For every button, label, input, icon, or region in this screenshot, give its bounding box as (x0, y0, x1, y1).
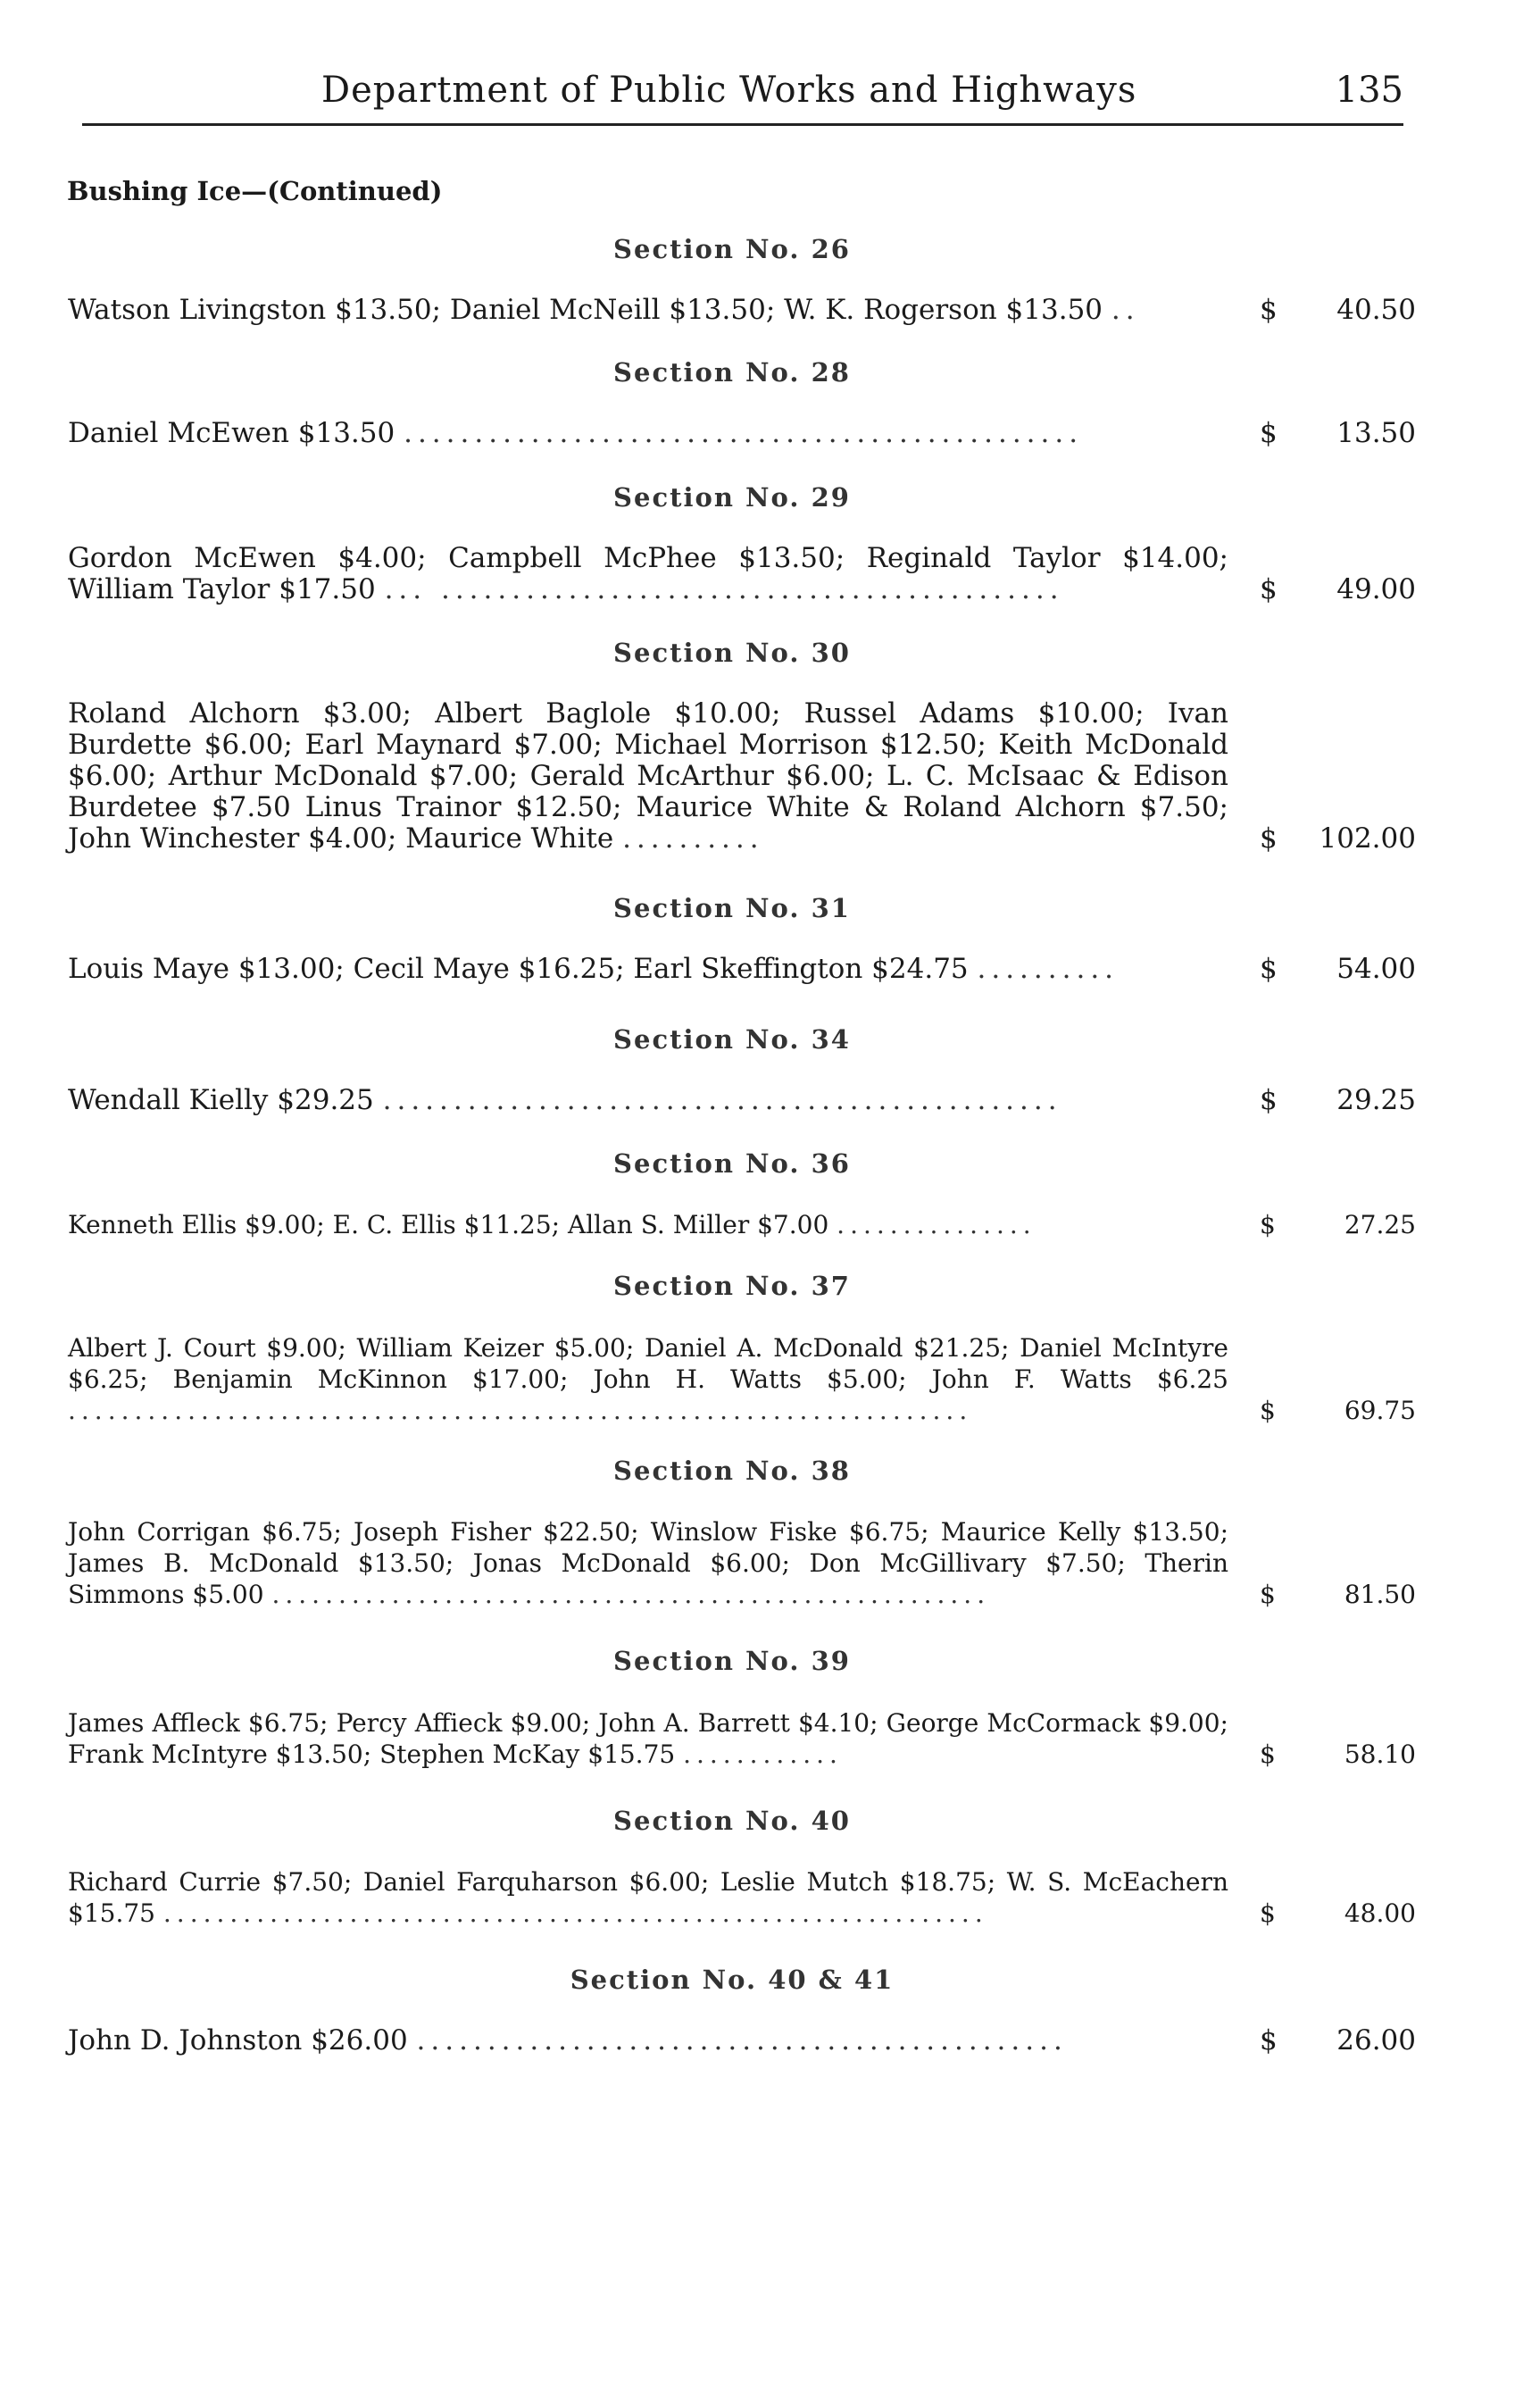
dollar-sign: $ (1260, 953, 1278, 985)
entry-text: Watson Livingston $13.50; Daniel McNeill $13.50; W. K. Rogerson $13.50 (68, 294, 1103, 326)
ledger-entry (68, 954, 1416, 985)
entry-text: Kenneth Ellis $9.00; E. C. Ellis $11.25; Allan S. Miller $7.00 (68, 1210, 829, 1239)
leader-dots: .................................................................... (68, 1396, 973, 1425)
leader-dots: .............................................................. (162, 1898, 988, 1928)
entry-text: Richard Currie $7.50; Daniel Farquharson $6.00; Leslie Mutch $18.75; W. S. McEachern $15.75 (68, 1867, 1228, 1928)
leader-dots: .......... (977, 953, 1120, 985)
leader-dots: ................................................ (382, 1084, 1062, 1116)
section-heading: Section No. 34 (613, 1024, 851, 1055)
ledger-entry (68, 418, 1416, 449)
dollar-sign: $ (1260, 294, 1278, 326)
dollar-sign: $ (1260, 1396, 1276, 1425)
entry-amount: 29.25 (1336, 1084, 1416, 1116)
entry-amount: 40.50 (1336, 294, 1416, 326)
section-heading: Section No. 37 (613, 1271, 851, 1301)
section-heading: Section No. 30 (613, 638, 851, 668)
entry-text: Gordon McEwen $4.00; Campbell McPhee $13.50; Reginald Taylor $14.00; William Taylor $17.50 (68, 542, 1228, 605)
entry-amount: 81.50 (1344, 1580, 1416, 1609)
entry-text: Roland Alchorn $3.00; Albert Baglole $10.00; Russel Adams $10.00; Ivan Burdette $6.00; Earl Maynard $7.00; Michael Morrison $12.50; Keith McDonald $6.00; Arthur McDonald $7.00; Gerald McArthur $6.00; L. C. McIsaac & Edison Burdetee $7.50 Linus Trainor $12.50; Maurice White & Roland Alchorn $7.50; John Winchester $4.00; Maurice White (68, 697, 1228, 855)
entry-text: John Corrigan $6.75; Joseph Fisher $22.50; Winslow Fiske $6.75; Maurice Kelly $13.50; James B. McDonald $13.50; Jonas McDonald $6.00; Don McGillivary $7.50; Therin Simmons $5.00 (68, 1517, 1228, 1609)
entry-amount: 27.25 (1344, 1210, 1416, 1239)
ledger-entry (68, 543, 1416, 605)
page-number: 135 (1335, 70, 1403, 111)
section-heading: Section No. 28 (613, 357, 851, 388)
dollar-sign: $ (1260, 822, 1278, 855)
entry-text: John D. Johnston $26.00 (68, 2024, 408, 2056)
dollar-sign: $ (1260, 1739, 1276, 1769)
entry-amount: 13.50 (1336, 417, 1416, 449)
section-heading: Section No. 39 (613, 1646, 851, 1676)
section-heading: Section No. 29 (613, 482, 851, 513)
ledger-entry (68, 1707, 1416, 1770)
entry-text: James Affleck $6.75; Percy Affieck $9.00; John A. Barrett $4.10; George McCormack $9.00; Frank McIntyre $13.50; Stephen McKay $15.75 (68, 1708, 1228, 1769)
leader-dots: .............................................. (416, 2024, 1068, 2056)
leader-dots: ............ (683, 1739, 843, 1769)
section-heading: Section No. 31 (613, 893, 851, 923)
page-header (82, 70, 1403, 126)
entry-amount: 26.00 (1336, 2024, 1416, 2056)
entry-text: Albert J. Court $9.00; William Keizer $5.00; Daniel A. McDonald $21.25; Daniel McIntyre $6.25; Benjamin McKinnon $17.00; John H. Watts $5.00; John F. Watts $6.25 (68, 1333, 1228, 1394)
entry-amount: 54.00 (1336, 953, 1416, 985)
section-heading: Section No. 38 (613, 1456, 851, 1486)
entry-text: Wendall Kielly $29.25 (68, 1084, 374, 1116)
dollar-sign: $ (1260, 2024, 1278, 2056)
entry-amount: 69.75 (1344, 1396, 1416, 1425)
leader-dots: .. (1111, 294, 1140, 326)
entry-amount: 102.00 (1319, 822, 1416, 855)
leader-dots: ... ............................................ (384, 573, 1064, 605)
entry-amount: 48.00 (1344, 1898, 1416, 1928)
dollar-sign: $ (1260, 573, 1278, 605)
dollar-sign: $ (1260, 1898, 1276, 1928)
section-heading: Section No. 40 & 41 (570, 1965, 895, 1995)
leader-dots: .......... (622, 822, 764, 855)
ledger-entry (68, 1516, 1416, 1610)
leader-dots: ...................................................... (271, 1580, 991, 1609)
entry-amount: 49.00 (1336, 573, 1416, 605)
leader-dots: ................................................ (404, 417, 1084, 449)
dollar-sign: $ (1260, 1580, 1276, 1609)
section-heading: Section No. 36 (613, 1148, 851, 1179)
section-heading: Section No. 26 (613, 234, 851, 264)
ledger-entry (68, 1332, 1416, 1426)
ledger-entry (68, 698, 1416, 855)
ledger-entry (68, 1866, 1416, 1929)
entry-text: Louis Maye $13.00; Cecil Maye $16.25; Earl Skeffington $24.75 (68, 953, 969, 985)
dollar-sign: $ (1260, 417, 1278, 449)
ledger-entry (68, 1085, 1416, 1116)
entry-text: Daniel McEwen $13.50 (68, 417, 395, 449)
page-title: Department of Public Works and Highways (321, 70, 1137, 111)
entry-amount: 58.10 (1344, 1739, 1416, 1769)
running-head: Bushing Ice—(Continued) (67, 176, 443, 206)
dollar-sign: $ (1260, 1210, 1276, 1239)
leader-dots: ............... (837, 1210, 1036, 1239)
dollar-sign: $ (1260, 1084, 1278, 1116)
ledger-entry (68, 2025, 1416, 2056)
section-heading: Section No. 40 (613, 1806, 851, 1836)
ledger-entry (68, 1209, 1416, 1240)
ledger-entry (68, 295, 1416, 326)
